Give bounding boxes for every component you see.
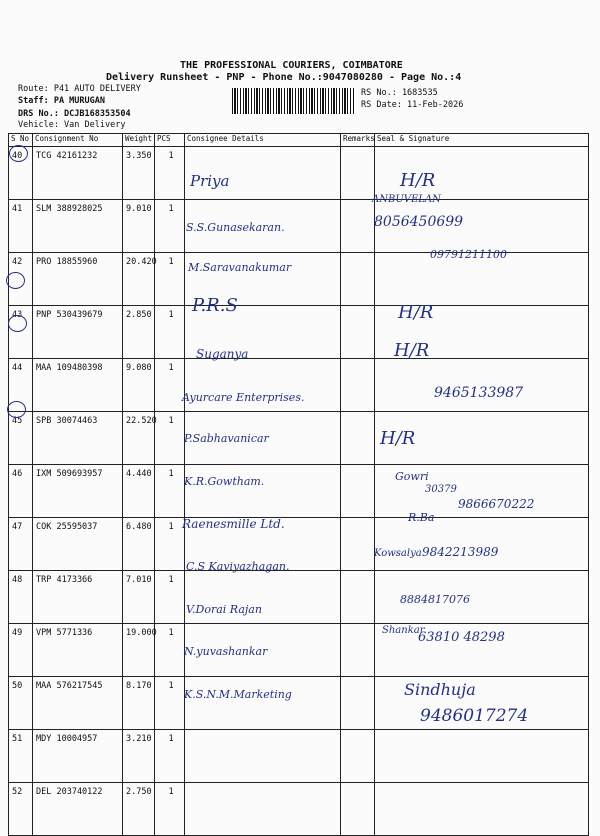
table-row bbox=[9, 306, 589, 359]
sno-cell: 41 bbox=[12, 204, 23, 214]
table-row bbox=[9, 783, 589, 836]
sno-cell: 51 bbox=[12, 734, 23, 744]
weight-cell: 7.010 bbox=[126, 575, 152, 585]
handwritten-signature: H/R bbox=[394, 340, 430, 361]
consignment-cell: MDY 10004957 bbox=[36, 734, 98, 744]
weight-cell: 20.420 bbox=[126, 257, 157, 267]
pcs-cell: 1 bbox=[168, 628, 174, 638]
handwritten-consignee: V.Dorai Rajan bbox=[186, 603, 262, 616]
handwritten-phone: 63810 48298 bbox=[418, 630, 505, 645]
sno-cell: 43 bbox=[12, 310, 23, 320]
handwritten-phone: 9465133987 bbox=[434, 385, 524, 401]
handwritten-signature: H/R bbox=[398, 302, 434, 323]
col-sno: S No bbox=[9, 134, 33, 147]
sno-cell: 48 bbox=[12, 575, 23, 585]
rs-number: RS No.: 1683535 bbox=[361, 88, 438, 98]
consignment-cell: TRP 4173366 bbox=[36, 575, 93, 585]
handwritten-phone: 8884817076 bbox=[400, 593, 470, 606]
pcs-cell: 1 bbox=[168, 734, 174, 744]
table-header-row bbox=[9, 134, 589, 147]
consignment-cell: PNP 530439679 bbox=[36, 310, 103, 320]
consignment-cell: DEL 203740122 bbox=[36, 787, 103, 797]
route-label: Route: P41 AUTO DELIVERY bbox=[18, 84, 141, 94]
consignment-cell: IXM 509693957 bbox=[36, 469, 103, 479]
pcs-cell: 1 bbox=[168, 363, 174, 373]
sno-cell: 46 bbox=[12, 469, 23, 479]
handwritten-signature: Sindhuja bbox=[404, 680, 476, 699]
weight-cell: 3.210 bbox=[126, 734, 152, 744]
pcs-cell: 1 bbox=[168, 469, 174, 479]
handwritten-signature: Kowsalya bbox=[374, 548, 422, 559]
handwritten-consignee: N.yuvashankar bbox=[184, 645, 268, 658]
company-title: THE PROFESSIONAL COURIERS, COIMBATORE bbox=[180, 60, 403, 71]
handwritten-consignee: P.Sabhavanicar bbox=[184, 432, 269, 445]
staff-label: Staff: PA MURUGAN bbox=[18, 96, 105, 106]
circle-mark bbox=[9, 145, 28, 162]
handwritten-phone: 09791211100 bbox=[430, 248, 507, 261]
handwritten-signature: Gowri bbox=[395, 470, 429, 483]
pcs-cell: 1 bbox=[168, 681, 174, 691]
drs-label: DRS No.: DCJB168353504 bbox=[18, 109, 131, 119]
handwritten-consignee: K.R.Gowtham. bbox=[184, 475, 265, 488]
sno-cell: 40 bbox=[12, 151, 23, 161]
weight-cell: 9.010 bbox=[126, 204, 152, 214]
handwritten-phone: 30379 bbox=[425, 484, 457, 495]
pcs-cell: 1 bbox=[168, 257, 174, 267]
sno-cell: 52 bbox=[12, 787, 23, 797]
pcs-cell: 1 bbox=[168, 522, 174, 532]
vehicle-label: Vehicle: Van Delivery bbox=[18, 120, 126, 130]
pcs-cell: 1 bbox=[168, 787, 174, 797]
sno-cell: 45 bbox=[12, 416, 23, 426]
circle-mark bbox=[8, 315, 27, 332]
table-row bbox=[9, 412, 589, 465]
table-row bbox=[9, 200, 589, 253]
pcs-cell: 1 bbox=[168, 310, 174, 320]
col-consignee: Consignee Details bbox=[185, 134, 341, 147]
handwritten-consignee: Ayurcare Enterprises. bbox=[182, 391, 305, 404]
table-row bbox=[9, 147, 589, 200]
weight-cell: 2.850 bbox=[126, 310, 152, 320]
consignment-cell: MAA 109480398 bbox=[36, 363, 103, 373]
weight-cell: 2.750 bbox=[126, 787, 152, 797]
sno-cell: 47 bbox=[12, 522, 23, 532]
handwritten-consignee: S.S.Gunasekaran. bbox=[186, 221, 285, 234]
weight-cell: 9.080 bbox=[126, 363, 152, 373]
consignment-cell: COK 25595037 bbox=[36, 522, 98, 532]
rs-date: RS Date: 11-Feb-2026 bbox=[361, 100, 464, 110]
weight-cell: 3.350 bbox=[126, 151, 152, 161]
circle-mark bbox=[7, 401, 26, 418]
weight-cell: 19.000 bbox=[126, 628, 157, 638]
handwritten-consignee: P.R.S bbox=[192, 295, 238, 316]
handwritten-signature: R.Ba bbox=[408, 511, 435, 524]
consignment-cell: TCG 42161232 bbox=[36, 151, 98, 161]
handwritten-phone: 9866670222 bbox=[458, 497, 535, 511]
weight-cell: 6.480 bbox=[126, 522, 152, 532]
consignment-cell: MAA 576217545 bbox=[36, 681, 103, 691]
handwritten-consignee: M.Saravanakumar bbox=[188, 261, 292, 274]
barcode-image bbox=[232, 88, 355, 114]
col-weight: Weight bbox=[123, 134, 155, 147]
weight-cell: 8.170 bbox=[126, 681, 152, 691]
consignment-cell: PRO 18855960 bbox=[36, 257, 98, 267]
handwritten-phone: 8056450699 bbox=[374, 214, 464, 230]
col-consignment: Consignment No bbox=[33, 134, 123, 147]
sno-cell: 49 bbox=[12, 628, 23, 638]
circle-mark bbox=[6, 272, 25, 289]
sno-cell: 50 bbox=[12, 681, 23, 691]
handwritten-consignee: Raenesmille Ltd. bbox=[182, 517, 285, 531]
handwritten-consignee: K.S.N.M.Marketing bbox=[184, 688, 292, 701]
sno-cell: 44 bbox=[12, 363, 23, 373]
pcs-cell: 1 bbox=[168, 204, 174, 214]
handwritten-phone: 9842213989 bbox=[422, 545, 499, 559]
consignment-cell: SPB 30074463 bbox=[36, 416, 98, 426]
handwritten-phone: 9486017274 bbox=[420, 706, 529, 726]
handwritten-signature: ANBUVELAN bbox=[372, 194, 441, 205]
table-row bbox=[9, 571, 589, 624]
handwritten-consignee: C.S Kaviyazhagan. bbox=[186, 560, 290, 573]
consignment-cell: VPM 5771336 bbox=[36, 628, 93, 638]
handwritten-consignee: Priya bbox=[190, 172, 230, 190]
weight-cell: 4.440 bbox=[126, 469, 152, 479]
table-row bbox=[9, 730, 589, 783]
pcs-cell: 1 bbox=[168, 151, 174, 161]
sno-cell: 42 bbox=[12, 257, 23, 267]
handwritten-signature: Shankar bbox=[382, 625, 425, 636]
handwritten-signature: H/R bbox=[400, 170, 436, 191]
col-seal: Seal & Signature bbox=[375, 134, 589, 147]
handwritten-signature: H/R bbox=[380, 428, 416, 449]
runsheet-subtitle: Delivery Runsheet - PNP - Phone No.:9047080280 - Page No.:4 bbox=[106, 72, 462, 83]
col-remarks: Remarks bbox=[341, 134, 375, 147]
weight-cell: 22.520 bbox=[126, 416, 157, 426]
table-row bbox=[9, 518, 589, 571]
runsheet-table bbox=[8, 133, 589, 836]
handwritten-consignee: Suganya bbox=[196, 347, 249, 361]
consignment-cell: SLM 388928025 bbox=[36, 204, 103, 214]
col-pcs: PCS bbox=[155, 134, 185, 147]
pcs-cell: 1 bbox=[168, 575, 174, 585]
pcs-cell: 1 bbox=[168, 416, 174, 426]
